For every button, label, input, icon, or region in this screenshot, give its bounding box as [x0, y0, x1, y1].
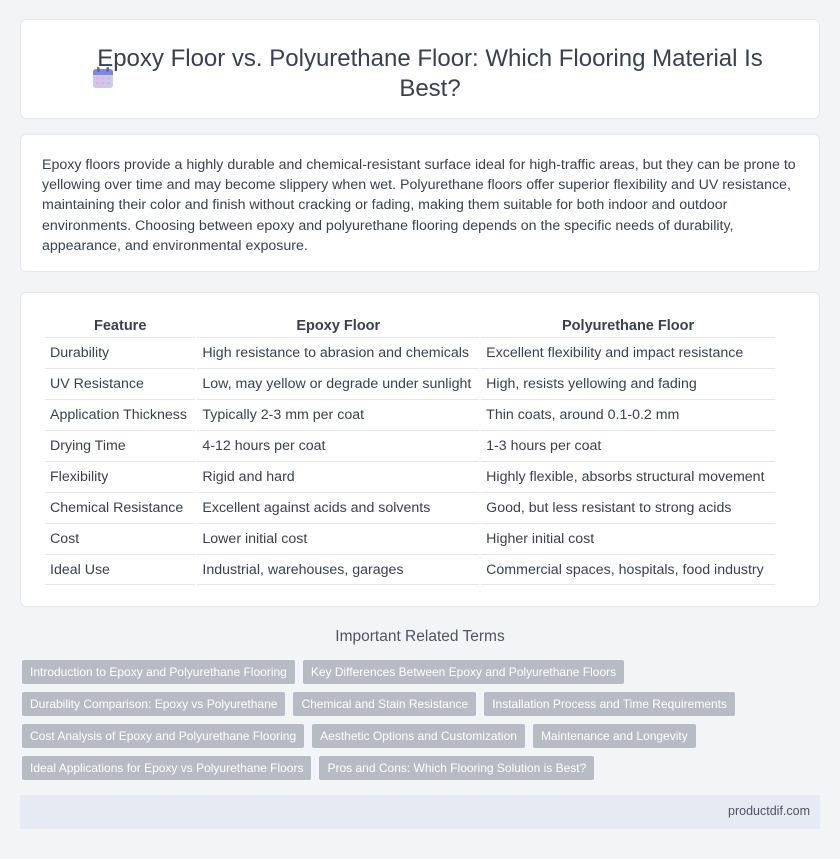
- cell-feature: Application Thickness: [45, 399, 195, 430]
- cell-feature: Durability: [45, 337, 195, 368]
- page-title: Epoxy Floor vs. Polyurethane Floor: Which Flooring Material Is Best?: [97, 45, 763, 102]
- cell-epoxy: High resistance to abrasion and chemicals: [197, 337, 479, 368]
- cell-feature: Flexibility: [45, 461, 195, 492]
- related-term-tag[interactable]: Pros and Cons: Which Flooring Solution is Best?: [319, 756, 594, 780]
- cell-polyurethane: Thin coats, around 0.1-0.2 mm: [481, 399, 775, 430]
- related-term-tag[interactable]: Ideal Applications for Epoxy vs Polyurethane Floors: [22, 756, 311, 780]
- table-row: [45, 492, 775, 523]
- table-row: [45, 337, 775, 368]
- related-term-tag[interactable]: Durability Comparison: Epoxy vs Polyurethane: [22, 692, 285, 716]
- table-row: [45, 554, 775, 585]
- cell-polyurethane: Higher initial cost: [481, 523, 775, 554]
- cell-feature: Ideal Use: [45, 554, 195, 585]
- cell-polyurethane: 1-3 hours per coat: [481, 430, 775, 461]
- related-term-tag[interactable]: Cost Analysis of Epoxy and Polyurethane Flooring: [22, 724, 304, 748]
- header-feature: Feature: [94, 318, 147, 334]
- cell-epoxy: Excellent against acids and solvents: [197, 492, 479, 523]
- related-term-tag[interactable]: Installation Process and Time Requirements: [484, 692, 735, 716]
- intro-paragraph: Epoxy floors provide a highly durable and chemical-resistant surface ideal for high-traffic areas, but they can be prone to yellowing over time and may become slippery when wet. Polyurethane floors offer superior flexibility and UV resistance, maintaining their color and finish without cracking or fading, making them suitable for both indoor and outdoor environments. Choosing between epoxy and polyurethane flooring depends on the specific needs of durability, appearance, and environmental exposure.: [42, 157, 796, 254]
- table-header-row: [45, 316, 775, 337]
- cell-feature: Drying Time: [45, 430, 195, 461]
- cell-feature: UV Resistance: [45, 368, 195, 399]
- tag-row: [22, 660, 822, 684]
- cell-feature: Cost: [45, 523, 195, 554]
- table-row: [45, 461, 775, 492]
- tag-row: [22, 724, 822, 748]
- header-card: [20, 19, 820, 119]
- cell-epoxy: 4-12 hours per coat: [197, 430, 479, 461]
- table-row: [45, 399, 775, 430]
- cell-epoxy: Industrial, warehouses, garages: [197, 554, 479, 585]
- comparison-table: [43, 316, 777, 585]
- related-term-tag[interactable]: Introduction to Epoxy and Polyurethane Flooring: [22, 660, 295, 684]
- tag-row: [22, 756, 822, 780]
- cell-polyurethane: Commercial spaces, hospitals, food industry: [481, 554, 775, 585]
- header-polyurethane: Polyurethane Floor: [562, 318, 695, 334]
- table-row: [45, 430, 775, 461]
- cell-polyurethane: High, resists yellowing and fading: [481, 368, 775, 399]
- cell-polyurethane: Excellent flexibility and impact resistance: [481, 337, 775, 368]
- related-term-tag[interactable]: Key Differences Between Epoxy and Polyurethane Floors: [303, 660, 624, 684]
- header-epoxy: Epoxy Floor: [296, 318, 381, 334]
- cell-polyurethane: Highly flexible, absorbs structural movement: [481, 461, 775, 492]
- related-term-tag[interactable]: Maintenance and Longevity: [533, 724, 696, 748]
- table-row: [45, 523, 775, 554]
- footer: [20, 795, 820, 829]
- intro-card: [20, 134, 820, 272]
- cell-epoxy: Typically 2-3 mm per coat: [197, 399, 479, 430]
- footer-site-link[interactable]: productdif.com: [728, 804, 810, 818]
- related-terms-tags: [22, 660, 822, 788]
- cell-epoxy: Low, may yellow or degrade under sunlight: [197, 368, 479, 399]
- related-terms-heading: Important Related Terms: [335, 628, 505, 645]
- cell-polyurethane: Good, but less resistant to strong acids: [481, 492, 775, 523]
- cell-feature: Chemical Resistance: [45, 492, 195, 523]
- table-row: [45, 368, 775, 399]
- tag-row: [22, 692, 822, 716]
- cell-epoxy: Rigid and hard: [197, 461, 479, 492]
- cell-epoxy: Lower initial cost: [197, 523, 479, 554]
- comparison-table-card: [20, 292, 820, 607]
- related-term-tag[interactable]: Chemical and Stain Resistance: [293, 692, 476, 716]
- related-term-tag[interactable]: Aesthetic Options and Customization: [312, 724, 525, 748]
